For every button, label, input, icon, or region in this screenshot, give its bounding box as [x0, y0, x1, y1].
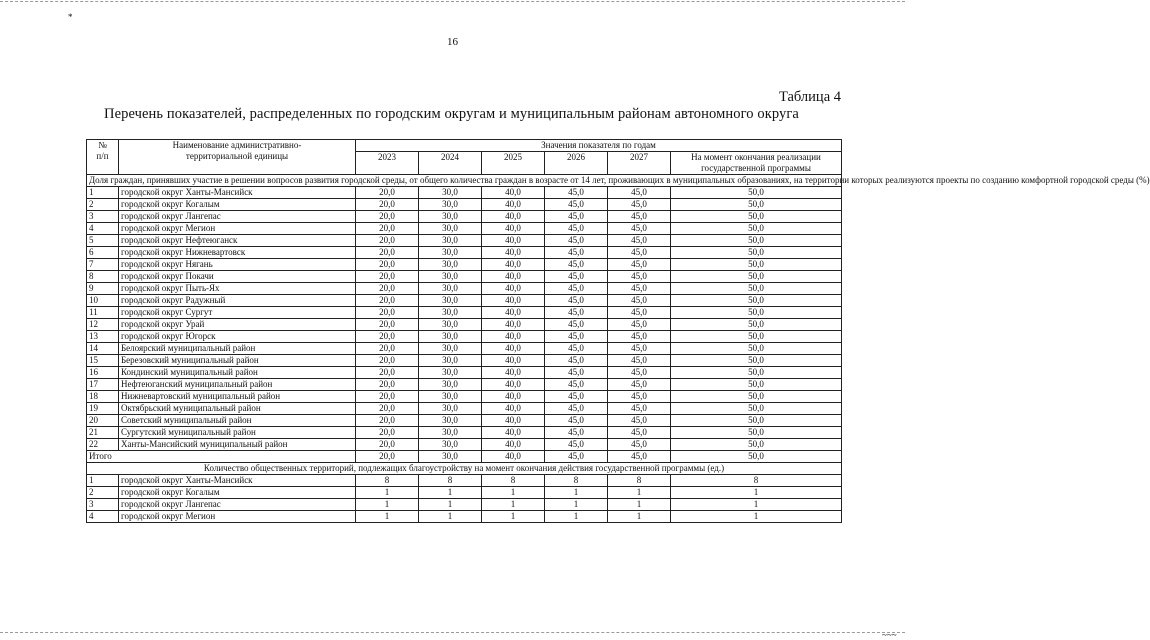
row-value: 40,0: [482, 211, 545, 223]
row-value: 1: [356, 487, 419, 499]
table-row: [87, 499, 842, 511]
row-value: 1: [419, 499, 482, 511]
row-value: 50,0: [671, 319, 842, 331]
row-value: 30,0: [419, 211, 482, 223]
row-value: 45,0: [545, 391, 608, 403]
row-value: 1: [356, 499, 419, 511]
row-value: 30,0: [419, 415, 482, 427]
row-name: городской округ Сургут: [119, 307, 356, 319]
row-name: городской округ Ханты-Мансийск: [119, 187, 356, 199]
row-value: 20,0: [356, 319, 419, 331]
row-value: 50,0: [671, 307, 842, 319]
row-value: 40,0: [482, 235, 545, 247]
row-value: 20,0: [356, 391, 419, 403]
row-value: 1: [608, 499, 671, 511]
table-row: [87, 427, 842, 439]
table-row: [87, 343, 842, 355]
row-value: 30,0: [419, 199, 482, 211]
row-value: 45,0: [608, 283, 671, 295]
row-value: 1: [671, 511, 842, 523]
row-number: 20: [87, 415, 119, 427]
table-row: [87, 475, 842, 487]
row-number: 1: [87, 475, 119, 487]
row-value: 20,0: [356, 271, 419, 283]
row-value: 20,0: [356, 379, 419, 391]
table-row: [87, 367, 842, 379]
header-year: 2025: [482, 152, 545, 175]
row-value: 50,0: [671, 331, 842, 343]
row-name: городской округ Лангепас: [119, 211, 356, 223]
row-value: 50,0: [671, 367, 842, 379]
row-value: 30,0: [419, 307, 482, 319]
row-name: городской округ Нефтеюганск: [119, 235, 356, 247]
scan-mark: ~~~: [882, 630, 897, 640]
header-num: № п/п: [87, 140, 119, 175]
row-value: 30,0: [419, 223, 482, 235]
row-value: 45,0: [545, 319, 608, 331]
row-value: 50,0: [671, 391, 842, 403]
row-value: 30,0: [419, 187, 482, 199]
row-value: 40,0: [482, 223, 545, 235]
row-name: Нефтеюганский муниципальный район: [119, 379, 356, 391]
row-value: 1: [482, 487, 545, 499]
table-row: [87, 259, 842, 271]
row-value: 20,0: [356, 295, 419, 307]
row-value: 20,0: [356, 223, 419, 235]
row-value: 30,0: [419, 367, 482, 379]
row-value: 1: [545, 511, 608, 523]
row-value: 45,0: [545, 331, 608, 343]
row-value: 1: [356, 511, 419, 523]
row-value: 45,0: [545, 343, 608, 355]
row-number: 8: [87, 271, 119, 283]
row-value: 30,0: [419, 259, 482, 271]
row-number: 22: [87, 439, 119, 451]
row-value: 1: [545, 499, 608, 511]
row-value: 45,0: [545, 235, 608, 247]
row-value: 50,0: [671, 259, 842, 271]
row-value: 1: [608, 511, 671, 523]
row-number: 19: [87, 403, 119, 415]
row-value: 1: [545, 487, 608, 499]
row-value: 20,0: [356, 283, 419, 295]
row-value: 20,0: [356, 247, 419, 259]
row-name: городской округ Покачи: [119, 271, 356, 283]
row-name: городской округ Пыть-Ях: [119, 283, 356, 295]
row-number: 17: [87, 379, 119, 391]
row-value: 50,0: [671, 343, 842, 355]
row-value: 30,0: [419, 235, 482, 247]
table-row: [87, 235, 842, 247]
row-name: городской округ Мегион: [119, 223, 356, 235]
total-row: [87, 451, 842, 463]
row-value: 45,0: [545, 283, 608, 295]
table-row: [87, 211, 842, 223]
table-row: [87, 223, 842, 235]
row-value: 45,0: [545, 379, 608, 391]
row-number: 1: [87, 187, 119, 199]
row-value: 45,0: [545, 355, 608, 367]
row-value: 8: [608, 475, 671, 487]
row-value: 20,0: [356, 439, 419, 451]
table-row: [87, 187, 842, 199]
row-value: 45,0: [545, 259, 608, 271]
table-row: [87, 355, 842, 367]
total-value: 40,0: [482, 451, 545, 463]
table-row: [87, 403, 842, 415]
row-value: 50,0: [671, 247, 842, 259]
row-name: Нижневартовский муниципальный район: [119, 391, 356, 403]
row-value: 45,0: [608, 223, 671, 235]
row-value: 45,0: [545, 199, 608, 211]
row-value: 1: [671, 487, 842, 499]
table-row: [87, 307, 842, 319]
row-value: 45,0: [608, 259, 671, 271]
row-value: 40,0: [482, 199, 545, 211]
row-value: 45,0: [545, 439, 608, 451]
row-value: 40,0: [482, 367, 545, 379]
row-value: 50,0: [671, 403, 842, 415]
row-value: 45,0: [545, 403, 608, 415]
row-value: 50,0: [671, 187, 842, 199]
page-number: 16: [447, 36, 458, 48]
row-value: 45,0: [545, 271, 608, 283]
row-number: 3: [87, 499, 119, 511]
row-value: 1: [608, 487, 671, 499]
row-name: Октябрьский муниципальный район: [119, 403, 356, 415]
row-number: 10: [87, 295, 119, 307]
row-value: 40,0: [482, 247, 545, 259]
row-value: 45,0: [608, 271, 671, 283]
row-value: 20,0: [356, 367, 419, 379]
row-value: 8: [356, 475, 419, 487]
row-value: 50,0: [671, 439, 842, 451]
table-row: [87, 379, 842, 391]
row-value: 45,0: [545, 295, 608, 307]
row-value: 1: [482, 499, 545, 511]
row-value: 45,0: [545, 427, 608, 439]
row-value: 40,0: [482, 379, 545, 391]
row-number: 9: [87, 283, 119, 295]
row-name: городской округ Нижневартовск: [119, 247, 356, 259]
page-title: Перечень показателей, распределенных по городским округам и муниципальным районам автономного округа: [104, 106, 799, 122]
header-year: 2026: [545, 152, 608, 175]
row-value: 40,0: [482, 391, 545, 403]
row-value: 45,0: [545, 223, 608, 235]
table-row: [87, 319, 842, 331]
table-row: [87, 247, 842, 259]
row-name: Сургутский муниципальный район: [119, 427, 356, 439]
row-value: 20,0: [356, 403, 419, 415]
row-name: городской округ Когалым: [119, 487, 356, 499]
row-value: 40,0: [482, 355, 545, 367]
row-value: 8: [545, 475, 608, 487]
row-value: 45,0: [608, 415, 671, 427]
row-value: 40,0: [482, 187, 545, 199]
row-number: 11: [87, 307, 119, 319]
row-name: Советский муниципальный район: [119, 415, 356, 427]
row-value: 1: [419, 511, 482, 523]
row-value: 40,0: [482, 403, 545, 415]
row-value: 45,0: [608, 427, 671, 439]
row-number: 12: [87, 319, 119, 331]
table-row: [87, 271, 842, 283]
row-value: 40,0: [482, 283, 545, 295]
row-value: 40,0: [482, 343, 545, 355]
row-value: 40,0: [482, 439, 545, 451]
row-value: 45,0: [608, 295, 671, 307]
row-value: 30,0: [419, 427, 482, 439]
row-name: городской округ Югорск: [119, 331, 356, 343]
row-value: 40,0: [482, 307, 545, 319]
table-row: [87, 511, 842, 523]
row-number: 21: [87, 427, 119, 439]
row-value: 40,0: [482, 415, 545, 427]
header-final: На момент окончания реализации государственной программы: [671, 152, 842, 175]
row-number: 3: [87, 211, 119, 223]
row-value: 30,0: [419, 295, 482, 307]
scan-edge-bottom: [0, 632, 905, 634]
row-name: городской округ Нягань: [119, 259, 356, 271]
row-value: 30,0: [419, 271, 482, 283]
row-value: 40,0: [482, 427, 545, 439]
row-value: 50,0: [671, 199, 842, 211]
scan-edge-top: [0, 1, 905, 3]
row-value: 45,0: [608, 391, 671, 403]
row-value: 45,0: [608, 235, 671, 247]
row-name: городской округ Ханты-Мансийск: [119, 475, 356, 487]
row-value: 30,0: [419, 343, 482, 355]
row-value: 45,0: [608, 439, 671, 451]
row-number: 13: [87, 331, 119, 343]
total-value: 45,0: [545, 451, 608, 463]
row-value: 20,0: [356, 307, 419, 319]
table-row: [87, 331, 842, 343]
row-number: 15: [87, 355, 119, 367]
row-value: 20,0: [356, 187, 419, 199]
total-value: 30,0: [419, 451, 482, 463]
row-value: 1: [419, 487, 482, 499]
row-value: 20,0: [356, 427, 419, 439]
row-value: 20,0: [356, 343, 419, 355]
table-row: [87, 487, 842, 499]
header-year: 2024: [419, 152, 482, 175]
header-values-group: Значения показателя по годам: [356, 140, 842, 152]
table-row: [87, 391, 842, 403]
table-row: [87, 415, 842, 427]
row-value: 45,0: [608, 199, 671, 211]
total-value: 20,0: [356, 451, 419, 463]
row-value: 45,0: [545, 367, 608, 379]
row-value: 45,0: [608, 187, 671, 199]
row-value: 1: [671, 499, 842, 511]
row-value: 45,0: [608, 307, 671, 319]
row-value: 30,0: [419, 283, 482, 295]
row-number: 16: [87, 367, 119, 379]
total-label: Итого: [87, 451, 356, 463]
row-value: 20,0: [356, 355, 419, 367]
row-name: городской округ Радужный: [119, 295, 356, 307]
row-name: Березовский муниципальный район: [119, 355, 356, 367]
row-number: 14: [87, 343, 119, 355]
row-value: 8: [482, 475, 545, 487]
row-value: 45,0: [545, 415, 608, 427]
row-number: 2: [87, 487, 119, 499]
section-header-row: [87, 463, 842, 475]
row-name: городской округ Урай: [119, 319, 356, 331]
row-name: Белоярский муниципальный район: [119, 343, 356, 355]
header-year: 2023: [356, 152, 419, 175]
row-value: 40,0: [482, 259, 545, 271]
row-value: 30,0: [419, 391, 482, 403]
section-title: Количество общественных территорий, подлежащих благоустройству на момент окончания действия государственной программы (ед.): [87, 463, 842, 475]
row-name: городской округ Когалым: [119, 199, 356, 211]
row-value: 45,0: [545, 307, 608, 319]
row-value: 20,0: [356, 199, 419, 211]
row-value: 40,0: [482, 271, 545, 283]
row-number: 4: [87, 511, 119, 523]
row-number: 4: [87, 223, 119, 235]
table-row: [87, 439, 842, 451]
row-value: 50,0: [671, 235, 842, 247]
row-name: городской округ Мегион: [119, 511, 356, 523]
row-value: 20,0: [356, 259, 419, 271]
row-number: 6: [87, 247, 119, 259]
row-value: 50,0: [671, 223, 842, 235]
row-value: 30,0: [419, 379, 482, 391]
row-value: 45,0: [608, 403, 671, 415]
table-label: Таблица 4: [778, 89, 841, 105]
table-row: [87, 283, 842, 295]
row-value: 45,0: [608, 343, 671, 355]
row-value: 50,0: [671, 211, 842, 223]
row-value: 20,0: [356, 415, 419, 427]
row-value: 20,0: [356, 211, 419, 223]
row-value: 8: [419, 475, 482, 487]
row-value: 50,0: [671, 379, 842, 391]
row-value: 30,0: [419, 247, 482, 259]
row-number: 18: [87, 391, 119, 403]
row-value: 45,0: [545, 247, 608, 259]
row-value: 8: [671, 475, 842, 487]
row-number: 2: [87, 199, 119, 211]
row-value: 45,0: [608, 331, 671, 343]
row-name: Ханты-Мансийский муниципальный район: [119, 439, 356, 451]
total-value: 50,0: [671, 451, 842, 463]
header-name: Наименование административно- территориальной единицы: [119, 140, 356, 175]
indicators-table: [86, 139, 1150, 523]
total-value: 45,0: [608, 451, 671, 463]
table-row: [87, 295, 842, 307]
row-value: 50,0: [671, 283, 842, 295]
row-name: Кондинский муниципальный район: [119, 367, 356, 379]
row-value: 50,0: [671, 271, 842, 283]
row-value: 30,0: [419, 439, 482, 451]
header-row-1: [87, 140, 842, 152]
row-value: 30,0: [419, 331, 482, 343]
row-value: 30,0: [419, 403, 482, 415]
section-header-row: [87, 175, 842, 187]
row-name: городской округ Лангепас: [119, 499, 356, 511]
row-value: 50,0: [671, 355, 842, 367]
row-value: 45,0: [545, 187, 608, 199]
row-value: 45,0: [608, 211, 671, 223]
row-value: 50,0: [671, 427, 842, 439]
row-value: 50,0: [671, 415, 842, 427]
row-value: 40,0: [482, 295, 545, 307]
table-row: [87, 199, 842, 211]
scan-mark: *: [68, 12, 73, 22]
row-number: 7: [87, 259, 119, 271]
header-year: 2027: [608, 152, 671, 175]
row-value: 45,0: [545, 211, 608, 223]
row-value: 30,0: [419, 319, 482, 331]
row-value: 20,0: [356, 331, 419, 343]
section-title: Доля граждан, принявших участие в решении вопросов развития городской среды, от общего количества граждан в возрасте от 14 лет, проживающих в муниципальных образованиях, на территории которых реализуются проекты по созданию комфортной городской среды (%): [87, 175, 842, 187]
row-value: 45,0: [608, 379, 671, 391]
row-value: 45,0: [608, 319, 671, 331]
row-value: 45,0: [608, 355, 671, 367]
row-value: 20,0: [356, 235, 419, 247]
row-value: 50,0: [671, 295, 842, 307]
row-value: 40,0: [482, 331, 545, 343]
row-value: 45,0: [608, 367, 671, 379]
row-number: 5: [87, 235, 119, 247]
row-value: 40,0: [482, 319, 545, 331]
row-value: 45,0: [608, 247, 671, 259]
row-value: 30,0: [419, 355, 482, 367]
row-value: 1: [482, 511, 545, 523]
